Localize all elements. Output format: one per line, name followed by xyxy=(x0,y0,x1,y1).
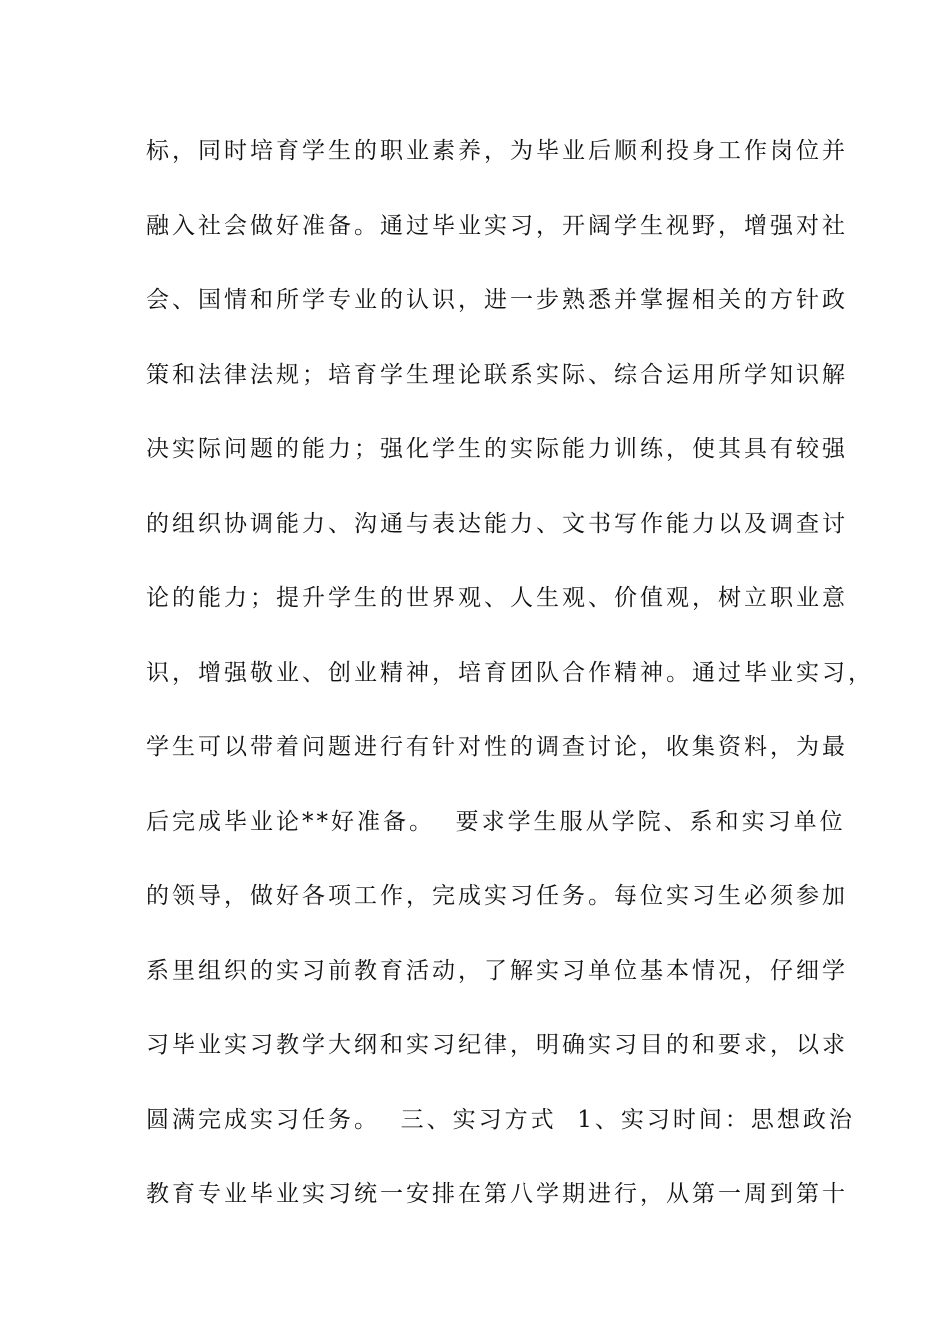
text-line-2: 融入社会做好准备。通过毕业实习，开阔学生视野，增强对社 xyxy=(146,212,848,239)
text-line-8: 识，增强敬业、创业精神，培育团队合作精神。通过毕业实习， xyxy=(146,659,874,686)
text-line-12: 系里组织的实习前教育活动，了解实习单位基本情况，仔细学 xyxy=(146,957,848,984)
text-line-10: 后完成毕业论**好准备。 要求学生服从学院、系和实习单位 xyxy=(146,808,846,835)
text-line-11: 的领导，做好各项工作，完成实习任务。每位实习生必须参加 xyxy=(146,883,848,909)
text-line-14: 圆满完成实习任务。 三、实习方式 1、实习时间：思想政治 xyxy=(146,1106,855,1133)
text-line-3: 会、国情和所学专业的认识，进一步熟悉并掌握相关的方针政 xyxy=(146,287,848,313)
text-line-1: 标，同时培育学生的职业素养，为毕业后顺利投身工作岗位并 xyxy=(146,138,848,164)
text-line-7: 论的能力；提升学生的世界观、人生观、价值观，树立职业意 xyxy=(146,585,848,611)
body-text xyxy=(146,126,874,1244)
text-line-4: 策和法律法规；培育学生理论联系实际、综合运用所学知识解 xyxy=(146,361,848,388)
text-line-5: 决实际问题的能力；强化学生的实际能力训练，使其具有较强 xyxy=(146,436,848,462)
text-line-15: 教育专业毕业实习统一安排在第八学期进行，从第一周到第十 xyxy=(146,1181,848,1207)
text-line-13: 习毕业实习教学大纲和实习纪律，明确实习目的和要求，以求 xyxy=(146,1032,848,1058)
text-line-6: 的组织协调能力、沟通与表达能力、文书写作能力以及调查讨 xyxy=(146,510,848,537)
text-line-9: 学生可以带着问题进行有针对性的调查讨论，收集资料，为最 xyxy=(146,734,848,760)
